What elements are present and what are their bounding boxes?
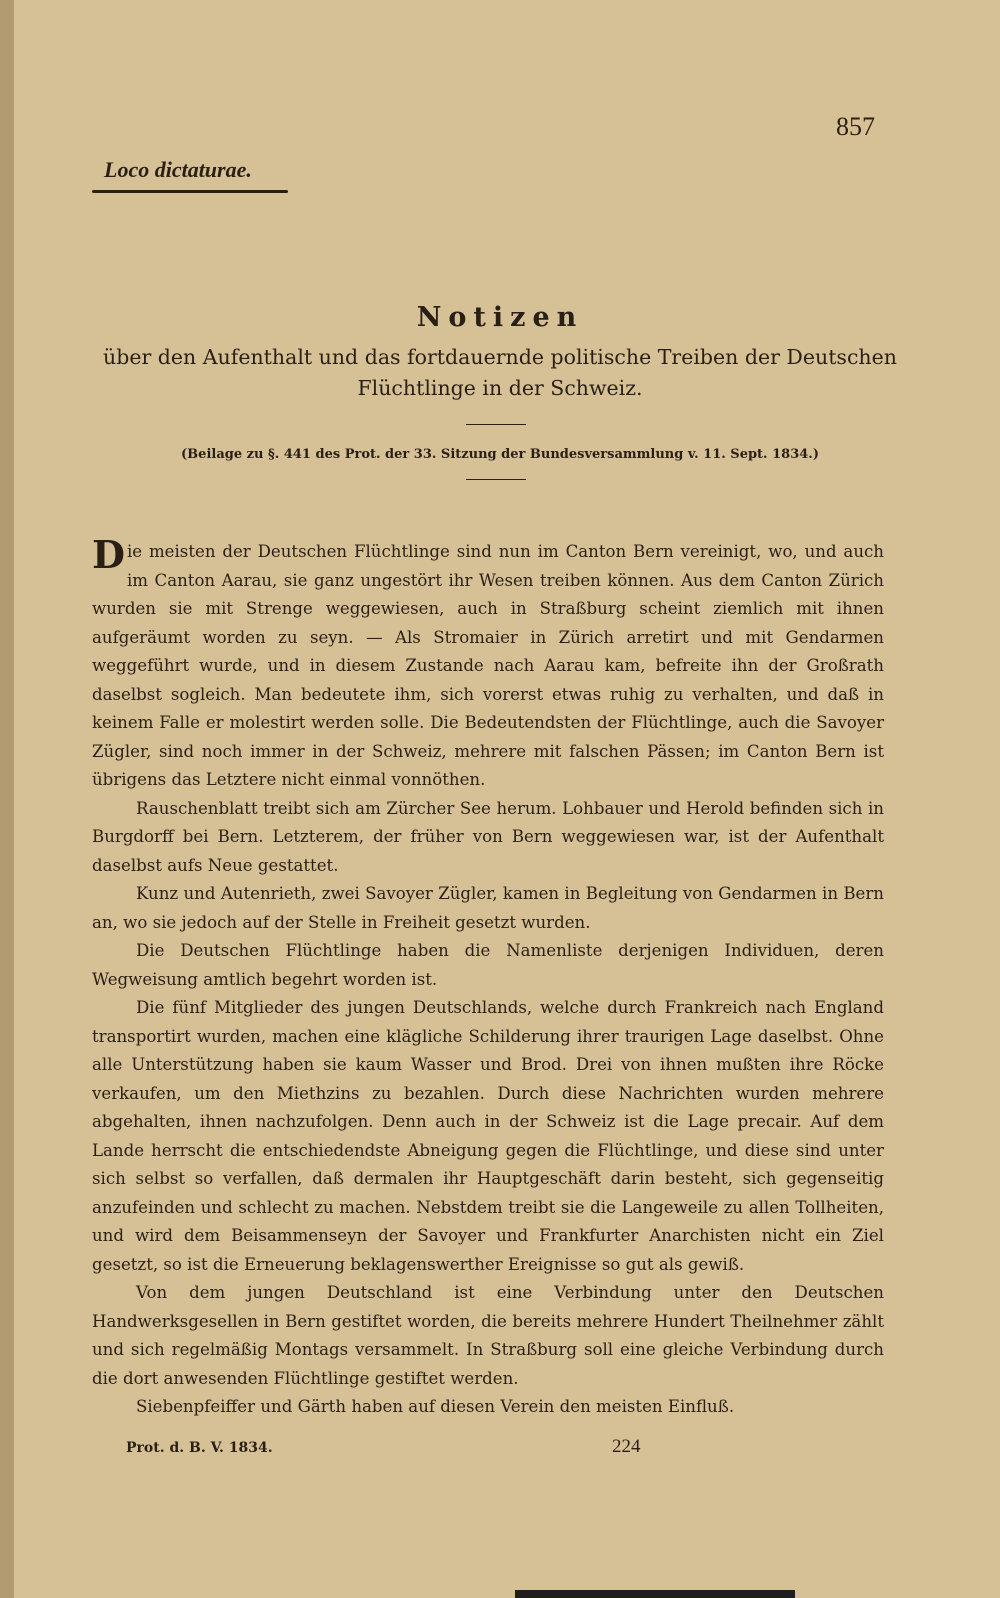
- loco-dictaturae-label: Loco dictaturae.: [104, 157, 252, 182]
- paragraph: [92, 532, 884, 795]
- beilage-reference: (Beilage zu §. 441 des Prot. der 33. Sitzung der Bundesversammlung v. 11. Sept. 1834.): [181, 447, 819, 462]
- document-subtitle: über den Aufenthalt und das fortdauernde politische Treiben der Deutschen Flüchtlinge in der Schweiz.: [103, 345, 897, 400]
- paragraph: Die fünf Mitglieder des jungen Deutschlands, welche durch Frankreich nach England transportirt wurden, machen eine klägliche Schilderung ihrer traurigen Lage daselbst. Ohne alle Unterstützung haben sie kaum Wasser und Brod. Drei von ihnen mußten ihre Röcke verkaufen, um den Miethzins zu bezahlen. Durch diese Nachrichten wurden mehrere abgehalten, ihnen nachzufolgen. Denn auch in der Schweiz ist die Lage precair. Auf dem Lande herrscht die entschiedendste Abneigung gegen die Flüchtlinge, und diese sind unter sich selbst so verfallen, daß dermalen ihr Hauptgeschäft darin besteht, sich gegenseitig anzufeinden und schlecht zu machen. Nebstdem treibt sie die Langeweile zu allen Tollheiten, und wird dem Beisammenseyn der Savoyer und Frankfurter Anarchisten nicht ein Ziel gesetzt, so ist die Erneuerung beklagenswerther Ereignisse so gut als gewiß.: [92, 998, 884, 1274]
- document-title: Notizen: [416, 302, 584, 333]
- paragraph: Rauschenblatt treibt sich am Zürcher See herum. Lohbauer und Herold befinden sich in Burgdorff bei Bern. Letzterem, der früher von Bern weggewiesen war, ist der Aufenthalt daselbst aufs Neue gestattet.: [92, 798, 884, 875]
- page-bottom-shadow: [515, 1590, 795, 1598]
- drop-cap: D: [92, 532, 125, 577]
- paragraph: Siebenpfeiffer und Gärth haben auf diesen Verein den meisten Einfluß.: [136, 1397, 735, 1416]
- footer-reference: Prot. d. B. V. 1834.: [126, 1440, 273, 1456]
- divider-rule: [466, 479, 526, 480]
- page-binding-edge: [0, 0, 14, 1598]
- footer-signature: 224: [612, 1436, 641, 1457]
- loco-underline: [92, 190, 288, 193]
- divider-rule: [466, 424, 526, 425]
- page-number: 857: [836, 112, 875, 141]
- paragraph: Kunz und Autenrieth, zwei Savoyer Zügler, kamen in Begleitung von Gendarmen in Bern an, wo sie jedoch auf der Stelle in Freiheit gesetzt wurden.: [92, 884, 884, 932]
- body-text: [92, 532, 884, 1422]
- paragraph-text: ie meisten der Deutschen Flüchtlinge sind nun im Canton Bern vereinigt, wo, und auch im Canton Aarau, sie ganz ungestört ihr Wesen treiben können. Aus dem Canton Zürich wurden sie mit Strenge weggewiesen, auch in Straßburg scheint ziemlich mit ihnen aufgeräumt worden zu seyn. — Als Stromaier in Zürich arretirt und mit Gendarmen weggeführt wurde, und in diesem Zustande nach Aarau kam, befreite ihn der Großrath daselbst sogleich. Man bedeutete ihm, sich vorerst etwas ruhig zu verhalten, und daß in keinem Falle er molestirt werden solle. Die Bedeutendsten der Flüchtlinge, auch die Savoyer Zügler, sind noch immer in der Schweiz, mehrere mit falschen Pässen; im Canton Bern ist übrigens das Letztere nicht einmal vonnöthen.: [92, 542, 884, 789]
- paragraph: Von dem jungen Deutschland ist eine Verbindung unter den Deutschen Handwerksgesellen in Bern gestiftet worden, die bereits mehrere Hundert Theilnehmer zählt und sich regelmäßig Montags versammelt. In Straßburg soll eine gleiche Verbindung durch die dort anwesenden Flüchtlinge gestiftet werden.: [92, 1283, 884, 1388]
- paragraph: Die Deutschen Flüchtlinge haben die Namenliste derjenigen Individuen, deren Wegweisung amtlich begehrt worden ist.: [92, 941, 884, 989]
